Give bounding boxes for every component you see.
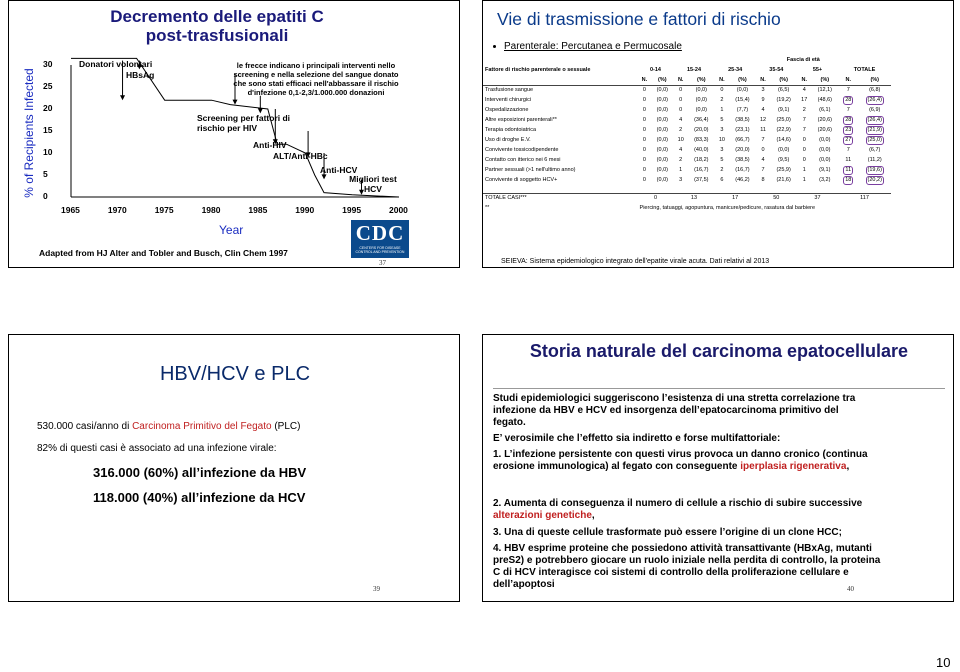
table-cell: 0	[642, 117, 646, 123]
page-number: 40	[847, 585, 854, 593]
table-cell: (22,9)	[776, 127, 791, 133]
table-row	[483, 135, 891, 145]
table-cell: 3	[679, 177, 683, 183]
table-cell: 3	[720, 127, 724, 133]
table-cell: (0,0)	[729, 85, 756, 95]
table-cell: 12	[759, 117, 767, 123]
table-cell: 1	[802, 177, 806, 183]
x-tick-label: 1990	[295, 205, 315, 215]
table-row	[483, 125, 891, 135]
table-cell: 1	[679, 167, 683, 173]
column-header: 15-24	[686, 67, 702, 73]
table-cell: (6,7)	[869, 147, 881, 153]
table-cell: 2	[802, 107, 806, 113]
column-header: 0-14	[649, 67, 661, 73]
table-cell: (36,4)	[694, 117, 709, 123]
table-cell: 5	[720, 117, 724, 123]
table-row	[483, 155, 891, 165]
table-cell: (0,0)	[656, 147, 668, 153]
table-cell: (20,2)	[867, 176, 882, 183]
table-cell: Contatto con itterico nei 6 mesi	[485, 157, 561, 163]
table-cell: (20,6)	[817, 127, 832, 133]
column-subheader: (%)	[738, 76, 747, 83]
annotation-hbsag: HBsAg	[126, 70, 155, 80]
table-cell: (3,2)	[819, 177, 831, 183]
y-axis-label: % of Recipients Infected	[22, 68, 36, 198]
table-cell: (16,7)	[694, 167, 709, 173]
table-cell: (0,0)	[656, 117, 668, 123]
table-cell: 0	[802, 147, 806, 153]
table-cell: Terapia odontoiatrica	[485, 127, 537, 133]
table-cell: 0	[673, 85, 688, 95]
x-tick-label: 1985	[248, 205, 268, 215]
x-tick-label: 1965	[61, 205, 80, 215]
table-cell: (0,0)	[656, 97, 668, 103]
table-cell: Partner sessuali (>1 nell'ultimo anno)	[485, 167, 576, 173]
hbv-share: 316.000 (60%) all’infezione da HBV	[93, 465, 307, 480]
arrow-head	[233, 100, 238, 105]
slide-hcc-natural-history	[482, 334, 954, 602]
table-cell: (0,0)	[656, 107, 668, 113]
arrow-head	[322, 174, 327, 179]
table-cell: 28	[845, 116, 852, 123]
column-subheader: (%)	[870, 76, 880, 83]
x-tick-label: 1995	[342, 205, 362, 215]
column-header: 35-54	[769, 67, 784, 73]
table-cell: 0	[642, 107, 646, 113]
table-row	[483, 115, 891, 125]
column-header: TOTALE	[853, 67, 876, 73]
column-header: 55+	[812, 67, 823, 73]
bullet-icon	[493, 45, 496, 48]
table-cell: Altre esposizioni parenterali**	[485, 117, 557, 123]
paragraph-correlation: Studi epidemiologici suggeriscono l’esistenza di una stretta correlazione tra infezione da HBV e HCV ed insorgenza dell’epatocarcinoma primitivo del fegato.	[493, 393, 856, 428]
table-cell: Trasfusione sangue	[483, 85, 638, 95]
slide-hcv-decline	[8, 0, 460, 268]
table-cell: 17	[801, 97, 808, 103]
total-row	[483, 193, 891, 203]
footnote-mark: **	[485, 205, 490, 211]
table-cell: 6	[720, 177, 724, 183]
table-cell: 28	[845, 96, 852, 103]
annotation-antihcv: Anti-HCV	[320, 165, 358, 175]
table-cell: 11	[845, 157, 852, 163]
column-subheader: N.	[801, 76, 807, 83]
point-3: 3. Una di queste cellule trasformate può essere l’origine di un clone HCC;	[493, 527, 842, 538]
table-cell: 7	[761, 167, 765, 173]
table-cell: 2	[679, 157, 683, 163]
slide-title: Decremento delle epatiti C post-trasfusionali	[110, 7, 324, 45]
column-subheader: (%)	[697, 76, 706, 83]
paragraph-indirect: E’ verosimile che l’effetto sia indiretto e forse multifattoriale:	[493, 433, 781, 444]
table-cell: (0,0)	[695, 107, 707, 113]
y-tick-label: 15	[43, 125, 53, 135]
table-row	[483, 145, 891, 155]
table-cell: Ospedalizzazione	[485, 107, 529, 113]
table-row	[483, 175, 891, 185]
table-row	[483, 85, 891, 95]
table-cell: (14,6)	[776, 137, 791, 143]
total-cell: 117	[838, 193, 891, 203]
table-cell: (21,9)	[867, 126, 882, 133]
column-subheader-empty	[483, 75, 638, 85]
table-cell: (11,2)	[867, 157, 882, 163]
table-cell: (0,0)	[819, 157, 831, 163]
table-cell: (25,9)	[776, 167, 791, 173]
hcv-share: 118.000 (40%) all’infezione da HCV	[93, 490, 306, 505]
table-cell: 7	[802, 117, 806, 123]
column-subheader: N.	[719, 76, 725, 83]
total-cell: TOTALE CASI***	[483, 193, 638, 203]
total-cell: 0	[638, 193, 674, 203]
table-cell: 0	[642, 167, 646, 173]
table-header-row	[483, 65, 891, 75]
table-cell: 0	[642, 147, 646, 153]
table-cell: 7	[761, 137, 765, 143]
total-cell: 50	[756, 193, 797, 203]
table-cell: (0,0)	[819, 137, 831, 143]
table-cell: 0	[638, 85, 652, 95]
table-cell: 10	[718, 137, 725, 143]
total-cell: 37	[797, 193, 838, 203]
table-cell: 10	[677, 137, 684, 143]
column-subheader: N.	[677, 76, 684, 83]
y-tick-label: 5	[43, 169, 48, 179]
column-subheader: (%)	[779, 76, 788, 83]
table-cell: 9	[761, 97, 765, 103]
x-axis-label: Year	[219, 223, 244, 237]
table-cell: (26,4)	[867, 96, 882, 103]
table-cell: (46,2)	[735, 177, 750, 183]
table-cell: 0	[642, 177, 646, 183]
table-cell: 0	[802, 157, 806, 163]
page-number: 39	[373, 585, 380, 593]
arrow-head	[120, 95, 125, 100]
table-cell: (9,5)	[777, 157, 790, 163]
table-cell: 18	[845, 176, 852, 183]
slide-title: HBV/HCV e PLC	[159, 363, 311, 385]
annotation-antihiv: Anti-HIV	[253, 140, 287, 150]
table-row	[483, 165, 891, 175]
table-cell: (9,1)	[777, 107, 790, 113]
table-cell: (9,1)	[819, 167, 831, 173]
column-subheader: N.	[641, 76, 648, 83]
column-header: 25-34	[728, 67, 743, 73]
table-cell: (0,0)	[688, 85, 715, 95]
column-subheader: (%)	[820, 76, 830, 83]
table-cell: Convivente di soggetto HCV+	[485, 177, 558, 183]
column-header: Fattore di rischio parenterale o sessuale	[485, 67, 591, 73]
slide-hbv-hcv-plc	[8, 334, 460, 602]
risk-factor-table	[483, 55, 891, 213]
point-1: 1. L’infezione persistente con questi virus provoca un danno cronico (continua erosione immunologica) al fegato con conseguente iperplasia rigenerativa,	[493, 449, 868, 472]
table-cell: (40,0)	[694, 147, 709, 153]
y-tick-label: 20	[43, 103, 53, 113]
page-number: 37	[379, 259, 386, 267]
table-cell: 4	[761, 157, 765, 163]
x-tick-label: 1980	[201, 205, 221, 215]
x-tick-label: 2000	[389, 205, 408, 215]
bullet-parenterale: Parenterale: Percutanea e Permucosale	[493, 41, 682, 52]
point-2: 2. Aumenta di conseguenza il numero di cellule a rischio di subire successive alterazioni genetiche,	[493, 498, 863, 521]
slide-risk-factors	[482, 0, 954, 268]
table-cell: (21,6)	[776, 177, 791, 183]
table-cell: (83,3)	[694, 137, 709, 143]
annotation-screening: Screening per fattori di rischio per HIV	[197, 113, 291, 133]
table-cell: 11	[845, 166, 852, 173]
table-row	[483, 105, 891, 115]
y-tick-label: 0	[43, 191, 48, 201]
table-cell: (6,5)	[770, 85, 797, 95]
table-cell: (6,9)	[869, 107, 881, 113]
table-cell: (26,4)	[867, 116, 882, 123]
table-cell: (7,7)	[736, 107, 749, 113]
table-cell: 0	[642, 97, 646, 103]
title-divider	[493, 388, 945, 389]
y-tick-label: 10	[43, 147, 53, 157]
table-cell: Convivente tossicodipendente	[485, 147, 559, 153]
annotation-migliori: Migliori test HCV	[349, 174, 397, 194]
column-subheader: N.	[845, 76, 852, 83]
data-source: SEIEVA: Sistema epidemiologico integrato dell'epatite virale acuta. Dati relativi al 2013	[501, 258, 770, 265]
table-cell: 3	[756, 85, 771, 95]
table-cell: 0	[679, 107, 683, 113]
footnote-text: Piercing, tatuaggi, agopuntura, manicure/pedicure, rasatura dal barbiere	[639, 205, 816, 211]
table-cell: (0,0)	[656, 167, 668, 173]
x-tick-label: 1970	[107, 205, 127, 215]
slide-title: Vie di trasmissione e fattori di rischio	[497, 9, 781, 29]
table-cell: 7	[802, 127, 806, 133]
table-cell: 0	[715, 85, 730, 95]
table-cell: 7	[846, 107, 850, 113]
table-cell: 3	[720, 147, 724, 153]
table-cell: 1	[802, 167, 806, 173]
plc-cases-text: 530.000 casi/anno di Carcinoma Primitivo del Fegato (PLC)	[37, 421, 301, 432]
table-cell: 8	[761, 177, 765, 183]
table-cell: (23,1)	[735, 127, 750, 133]
x-tick-label: 1975	[154, 205, 174, 215]
table-cell: (0,0)	[777, 147, 790, 153]
table-cell: 0	[642, 127, 646, 133]
table-cell: 0	[642, 137, 646, 143]
table-cell: (15,4)	[735, 97, 750, 103]
table-cell: 11	[760, 127, 766, 133]
citation: Adapted from HJ Alter and Tobler and Busch, Clin Chem 1997	[39, 248, 288, 258]
viral-percentage-text: 82% di questi casi è associato ad una infezione virale:	[37, 443, 277, 454]
table-cell: (0,0)	[656, 127, 668, 133]
table-cell: (48,6)	[817, 97, 832, 103]
total-cell: 13	[673, 193, 714, 203]
table-cell: 4	[797, 85, 812, 95]
table-cell: (37,5)	[694, 177, 709, 183]
table-cell: (6,1)	[819, 107, 831, 113]
footnote-row	[483, 203, 891, 213]
table-cell: 23	[845, 126, 852, 133]
intervention-note: le frecce indicano i principali interventi nello screening e nella selezione del sangue donato che sono stati efficaci nell'abbassare il rischio d'infezione 0,1-2,3/1.000.000 donazioni	[233, 61, 399, 97]
document-page-number: 10	[936, 655, 951, 670]
table-cell: (20,0)	[694, 127, 709, 133]
table-cell: Uso di droghe E.V.	[485, 137, 531, 143]
table-cell: 27	[845, 136, 852, 143]
table-cell: 1	[720, 107, 724, 113]
cdc-logo: CDC CENTERS FOR DISEASE CONTROL AND PREVENTION	[351, 220, 409, 258]
table-cell: (20,6)	[817, 117, 832, 123]
table-cell: 2	[720, 97, 724, 103]
table-cell: (0,0)	[695, 97, 707, 103]
point-4: 4. HBV esprime proteine che possiedono attività transattivante (HBxAg, mutanti preS2) e potrebbero giocare un ruolo iniziale nella perdita di controllo, la proteina C di HCV interagisce coi sistemi di controllo della proliferazione cellulare e dell’apoptosi	[493, 543, 881, 590]
table-cell: 0	[679, 97, 683, 103]
table-cell: (19,2)	[776, 97, 791, 103]
total-cell: 17	[715, 193, 756, 203]
column-subheader: (%)	[658, 76, 667, 83]
table-cell: 7	[846, 147, 850, 153]
table-cell: 4	[679, 147, 683, 153]
table-cell: 0	[761, 147, 765, 153]
table-cell: 5	[720, 157, 724, 163]
table-cell: (16,7)	[735, 167, 750, 173]
table-cell: (20,0)	[735, 147, 750, 153]
header-group: Fascia di età	[786, 57, 820, 63]
table-cell: 0	[642, 157, 646, 163]
table-cell: (66,7)	[735, 137, 750, 143]
table-cell: (0,0)	[656, 157, 668, 163]
table-cell: (38,5)	[735, 117, 750, 123]
table-cell: 7	[838, 85, 858, 95]
table-cell: (12,1)	[812, 85, 839, 95]
table-cell: (18,2)	[694, 157, 709, 163]
table-subheader-row	[483, 75, 891, 85]
table-cell: (0,0)	[656, 137, 668, 143]
table-cell: 0	[802, 137, 806, 143]
annotation-volontari: Donatori volontari	[79, 59, 153, 69]
table-cell: 4	[761, 107, 765, 113]
y-tick-label: 30	[43, 59, 53, 69]
table-row	[483, 95, 891, 105]
slide-title: Storia naturale del carcinoma epatocellulare	[529, 341, 909, 361]
table-cell: (38,5)	[735, 157, 750, 163]
annotation-alt: ALT/Anti-HBc	[273, 151, 328, 161]
table-cell: (25,0)	[776, 117, 791, 123]
table-cell: Interventi chirurgici	[485, 97, 532, 103]
table-cell: 4	[679, 117, 683, 123]
table-cell: (0,0)	[819, 147, 831, 153]
y-tick-label: 25	[43, 81, 53, 91]
table-cell: 2	[720, 167, 724, 173]
table-cell: (0,0)	[651, 85, 673, 95]
table-cell: (0,0)	[656, 177, 668, 183]
table-cell: (25,0)	[867, 136, 882, 143]
column-subheader: N.	[760, 76, 766, 83]
table-cell: (19,6)	[867, 166, 882, 173]
table-cell: 2	[679, 127, 683, 133]
table-cell: (6,8)	[858, 85, 891, 95]
